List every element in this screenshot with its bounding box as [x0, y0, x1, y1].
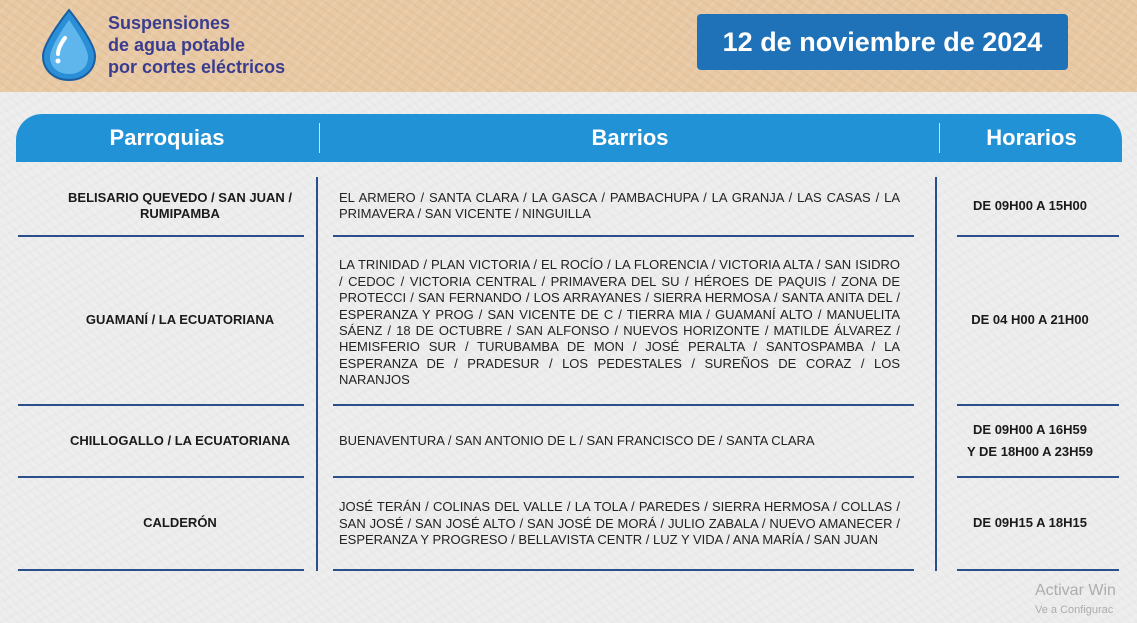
table-row-parroquia: BELISARIO QUEVEDO / SAN JUAN / RUMIPAMBA	[68, 190, 292, 221]
barrios-text: LA TRINIDAD / PLAN VICTORIA / EL ROCÍO / LA FLORENCIA / VICTORIA ALTA / SAN ISIDRO / CEDOC / VICTORIA CENTRAL / PRIMAVERA DEL SU / HÉROES DE PAQUIS / ZONA DE PROTECCI / SAN FERNANDO / LOS ARRAYANES / SIERRA HERMOSA / SANTA ANITA DEL / ESPERANZA Y PROG / SAN VICENTE DE C / TIERRA MIA / GUAMANÍ ALTO / MANUELITA SÁENZ / 18 DE OCTUBRE / SAN ALFONSO / NUEVOS HORIZONTE / MATILDE ÁLVAREZ / HEMISFERIO SUR / TURUBAMBA DE MON / JOSÉ PERALTA / SANTOSPAMBA / LA ESPERANZA DE / PRADESUR / LOS PEDESTALES / SUREÑOS DE CORAZ / LOS NARANJOS	[339, 257, 900, 388]
date-badge: 12 de noviembre de 2024	[697, 14, 1068, 70]
row-divider	[18, 569, 304, 571]
row-divider	[957, 569, 1119, 571]
table-row-barrios	[339, 486, 900, 562]
column-header-horarios: Horarios	[986, 125, 1077, 150]
row-divider	[18, 235, 304, 237]
brand-line: Suspensiones	[108, 13, 231, 33]
table-row-parroquia: GUAMANÍ / LA ECUATORIANA	[85, 312, 275, 327]
table-row-horario	[940, 239, 1120, 401]
row-divider	[333, 235, 914, 237]
barrios-text: BUENAVENTURA / SAN ANTONIO DE L / SAN FRANCISCO DE / SANTA CLARA	[339, 432, 815, 448]
barrios-text: JOSÉ TERÁN / COLINAS DEL VALLE / LA TOLA / PAREDES / SIERRA HERMOSA / COLLAS / SAN JOSÉ / SAN JOSÉ ALTO / SAN JOSÉ DE MORÁ / JULIO ZABALA / NUEVO AMANECER / ESPERANZA Y PROGRESO / BELLAVISTA CENTR / LUZ Y VIDA / ANA MARÍA / SAN JUAN	[339, 499, 900, 548]
activation-watermark-sub: Ve a Configurac	[1035, 604, 1114, 616]
horario-line: DE 09H00 A 15H00	[973, 198, 1087, 213]
table-row-barrios	[339, 180, 900, 232]
table-row-barrios	[339, 408, 900, 474]
column-divider	[316, 177, 318, 571]
table-row-horario	[940, 180, 1120, 232]
brand-line: por cortes eléctricos	[108, 57, 286, 77]
table-row-parroquia: CALDERÓN	[143, 515, 217, 530]
barrios-text: EL ARMERO / SANTA CLARA / LA GASCA / PAMBACHUPA / LA GRANJA / LAS CASAS / LA PRIMAVERA / SAN VICENTE / NINGUILLA	[339, 189, 900, 221]
row-divider	[957, 476, 1119, 478]
horario-line: DE 04 H00 A 21H00	[971, 312, 1089, 327]
row-divider	[957, 404, 1119, 406]
table-row-horario	[940, 480, 1120, 566]
brand-title	[108, 12, 285, 78]
row-divider	[333, 569, 914, 571]
table-row-parroquia: CHILLOGALLO / LA ECUATORIANA	[69, 433, 291, 448]
row-divider	[333, 404, 914, 406]
table-row-horario	[940, 408, 1120, 474]
column-divider	[935, 177, 937, 571]
header-divider	[939, 123, 940, 153]
table-row-barrios	[339, 252, 900, 394]
horario-line: Y DE 18H00 A 23H59	[967, 444, 1093, 459]
horario-line: DE 09H15 A 18H15	[973, 515, 1087, 530]
brand-line: de agua potable	[108, 35, 246, 55]
column-header-barrios: Barrios	[591, 125, 669, 150]
column-header-parroquias: Parroquias	[109, 125, 225, 150]
water-drop-icon	[38, 8, 100, 82]
table-header	[16, 114, 1122, 162]
row-divider	[18, 476, 304, 478]
activation-watermark: Activar Win	[1035, 582, 1116, 599]
header-banner	[0, 0, 1137, 92]
row-divider	[957, 235, 1119, 237]
row-divider	[18, 404, 304, 406]
horario-line: DE 09H00 A 16H59	[973, 422, 1087, 437]
row-divider	[333, 476, 914, 478]
